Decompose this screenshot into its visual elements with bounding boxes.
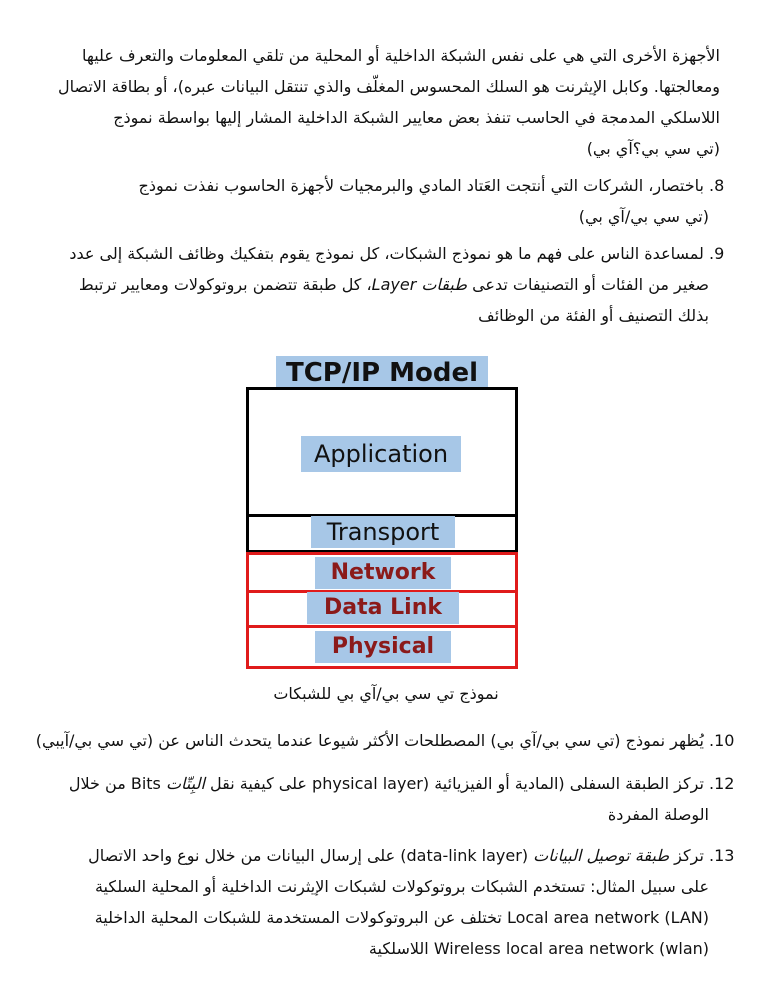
intro-line-1: الأجهزة الأخرى التي هي على نفس الشبكة الداخلية أو المحلية من تلقي المعلومات والتعرف عليها	[81, 46, 720, 65]
item-8-line-2: (تي سي بي/آي بي)	[578, 207, 709, 226]
item-12-line-2: الوصلة المفردة	[607, 805, 709, 824]
layer-network-box	[246, 552, 518, 593]
layer-physical-box	[246, 628, 518, 669]
item-9-line-3: بذلك التصنيف أو الفئة من الوظائف	[478, 306, 709, 325]
item-13-post: (data-link layer) على إرسال البيانات من خلال نوع واحد الاتصال	[88, 846, 529, 865]
list-item-9	[70, 238, 735, 331]
item-8-number: 8.	[709, 176, 725, 195]
item-12-post: Bits من خلال	[68, 774, 161, 793]
layer-transport-box	[246, 512, 518, 553]
layer-transport-label: Transport	[311, 516, 455, 548]
item-13-line-4: Wireless local area network (wlan) اللاسلكية	[368, 939, 709, 958]
diagram-caption: نموذج تي سي بي/آي بي للشبكات	[273, 684, 499, 703]
diagram-title: TCP/IP Model	[276, 356, 488, 390]
list-item-12	[70, 768, 735, 830]
item-9-line-2-pre: صغير من الفئات أو التصنيفات تدعى	[472, 275, 709, 294]
item-13-emphasis: طبقة توصيل البيانات	[533, 846, 670, 865]
layer-application-box	[246, 387, 518, 517]
list-item-10	[35, 725, 735, 756]
intro-paragraph	[40, 40, 720, 164]
item-8-line-1: باختصار، الشركات التي أنتجت العَتاد المادي والبرمجيات لأجهزة الحاسوب نفذت نموذج	[138, 176, 704, 195]
layer-data-link-box	[246, 590, 518, 628]
item-9-line-1: لمساعدة الناس على فهم ما هو نموذج الشبكات، كل نموذج يقوم بتفكيك وظائف الشبكة إلى عدد	[69, 244, 704, 263]
item-12-number: 12.	[709, 774, 735, 793]
item-10-number: 10.	[709, 731, 735, 750]
layer-application-label: Application	[301, 436, 461, 472]
item-13-line-2: على سبيل المثال: تستخدم الشبكات بروتوكولات لشبكات الإيثرنت الداخلية أو المحلية السلكية	[94, 877, 709, 896]
intro-line-3: اللاسلكي المدمجة في الحاسب تنفذ بعض معايير الشبكة الداخلية المشار إليها بواسطة نموذج	[113, 108, 720, 127]
item-9-line-2-post: ، كل طبقة تتضمن بروتوكولات ومعايير ترتبط	[78, 275, 372, 294]
layer-physical-label: Physical	[315, 631, 451, 663]
item-13-line-3: Local area network (LAN) تختلف عن البروتوكولات المستخدمة للشبكات المحلية الداخلية	[94, 908, 709, 927]
layer-network-label: Network	[315, 557, 451, 589]
intro-line-4: (تي سي بي؟آي بي)	[586, 139, 720, 158]
item-13-number: 13.	[709, 846, 735, 865]
item-12-emphasis: البِتّات	[165, 774, 205, 793]
item-9-line-2	[70, 269, 735, 300]
item-10-text: يُظهر نموذج (تي سي بي/آي بي) المصطلحات الأكثر شيوعا عندما يتحدث الناس عن (تي سي بي/آيبي)	[35, 731, 704, 750]
list-item-13	[70, 840, 735, 964]
layer-data-link-label: Data Link	[307, 592, 459, 624]
item-12-pre: تركز الطبقة السفلى (المادية أو الفيزيائية (physical layer على كيفية نقل	[210, 774, 704, 793]
item-13-pre: تركز	[674, 846, 704, 865]
item-9-number: 9.	[709, 244, 725, 263]
intro-line-2: ومعالجتها. وكابل الإيثرنت هو السلك المحسوس المغلّف والذي تنتقل البيانات عبره)، أو بطاقة الاتصال	[58, 77, 720, 96]
list-item-8	[70, 170, 735, 232]
item-9-emphasis: طبقات Layer	[371, 275, 467, 294]
